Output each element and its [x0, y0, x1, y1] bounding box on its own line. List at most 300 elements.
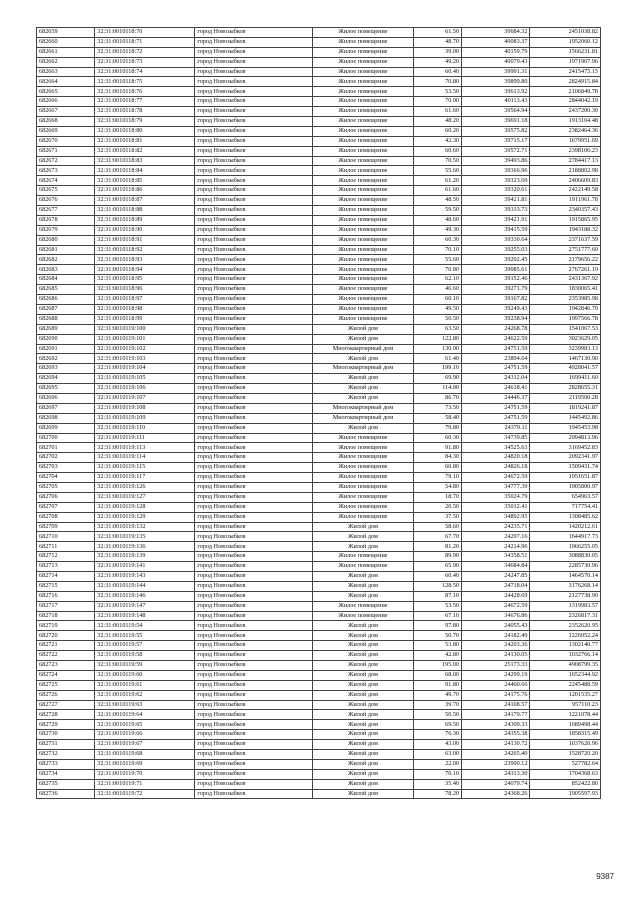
table-row	[37, 552, 601, 562]
table-row	[37, 532, 601, 542]
area-cell: 60.30	[414, 433, 462, 443]
row-number-cell: 682728	[37, 710, 95, 720]
object-type-cell: Жилой дом	[312, 750, 413, 760]
specific-value-cell: 24299.19	[462, 670, 530, 680]
specific-value-cell: 39899.80	[462, 77, 530, 87]
cadastral-number-cell: 32:31:0010119:127	[95, 492, 195, 502]
area-cell: 48.20	[414, 117, 462, 127]
object-type-cell: Жилой дом	[312, 779, 413, 789]
locality-cell: город Новозыбков	[195, 176, 313, 186]
cadastral-value-cell: 2353985.98	[530, 295, 601, 305]
area-cell: 70.90	[414, 97, 462, 107]
area-cell: 39.00	[414, 47, 462, 57]
area-cell: 70.80	[414, 77, 462, 87]
locality-cell: город Новозыбков	[195, 97, 313, 107]
table-row	[37, 710, 601, 720]
object-type-cell: Жилое помещение	[312, 97, 413, 107]
locality-cell: город Новозыбков	[195, 403, 313, 413]
area-cell: 122.80	[414, 334, 462, 344]
area-cell: 60.80	[414, 463, 462, 473]
locality-cell: город Новозыбков	[195, 542, 313, 552]
specific-value-cell: 39715.17	[462, 136, 530, 146]
locality-cell: город Новозыбков	[195, 581, 313, 591]
row-number-cell: 682667	[37, 107, 95, 117]
area-cell: 42.80	[414, 651, 462, 661]
cadastral-value-cell: 1945453.98	[530, 423, 601, 433]
row-number-cell: 682682	[37, 255, 95, 265]
cadastral-value-cell: 2352620.95	[530, 621, 601, 631]
cadastral-number-cell: 32:31:0010119:106	[95, 384, 195, 394]
area-cell: 50.70	[414, 631, 462, 641]
row-number-cell: 682681	[37, 245, 95, 255]
row-number-cell: 682731	[37, 740, 95, 750]
table-row	[37, 769, 601, 779]
specific-value-cell: 24297.16	[462, 532, 530, 542]
specific-value-cell: 23894.64	[462, 354, 530, 364]
cadastral-value-cell: 1915865.95	[530, 215, 601, 225]
object-type-cell: Жилой дом	[312, 542, 413, 552]
cadastral-value-cell: 2844042.19	[530, 97, 601, 107]
specific-value-cell: 34777.39	[462, 482, 530, 492]
object-type-cell: Жилой дом	[312, 532, 413, 542]
table-row	[37, 621, 601, 631]
locality-cell: город Новозыбков	[195, 225, 313, 235]
table-row	[37, 374, 601, 384]
area-cell: 20.50	[414, 502, 462, 512]
cadastral-value-cell: 1652344.92	[530, 670, 601, 680]
locality-cell: город Новозыбков	[195, 126, 313, 136]
row-number-cell: 682694	[37, 374, 95, 384]
cadastral-number-cell: 32:31:0010118:78	[95, 107, 195, 117]
table-row	[37, 542, 601, 552]
row-number-cell: 682670	[37, 136, 95, 146]
cadastral-value-cell: 3239983.13	[530, 344, 601, 354]
row-number-cell: 682660	[37, 37, 95, 47]
table-row	[37, 413, 601, 423]
row-number-cell: 682705	[37, 482, 95, 492]
row-number-cell: 682707	[37, 502, 95, 512]
object-type-cell: Жилое помещение	[312, 57, 413, 67]
locality-cell: город Новозыбков	[195, 680, 313, 690]
cadastral-number-cell: 32:31:0010119:132	[95, 522, 195, 532]
cadastral-value-cell: 1951651.87	[530, 473, 601, 483]
cadastral-value-cell: 1509431.74	[530, 463, 601, 473]
object-type-cell: Жилое помещение	[312, 146, 413, 156]
locality-cell: город Новозыбков	[195, 57, 313, 67]
object-type-cell: Жилой дом	[312, 393, 413, 403]
specific-value-cell: 24079.74	[462, 779, 530, 789]
object-type-cell: Жилой дом	[312, 384, 413, 394]
cadastral-value-cell: 2092341.97	[530, 453, 601, 463]
table-row	[37, 225, 601, 235]
cadastral-number-cell: 32:31:0010119:147	[95, 601, 195, 611]
area-cell: 63.50	[414, 324, 462, 334]
specific-value-cell: 39271.79	[462, 285, 530, 295]
row-number-cell: 682732	[37, 750, 95, 760]
area-cell: 50.50	[414, 710, 462, 720]
table-body	[37, 28, 601, 799]
area-cell: 61.60	[414, 186, 462, 196]
table-row	[37, 97, 601, 107]
cadastral-value-cell: 2326817.31	[530, 611, 601, 621]
locality-cell: город Новозыбков	[195, 611, 313, 621]
specific-value-cell: 24214.96	[462, 542, 530, 552]
table-row	[37, 324, 601, 334]
cadastral-number-cell: 32:31:0010119:63	[95, 700, 195, 710]
cadastral-value-cell: 3088830.05	[530, 552, 601, 562]
row-number-cell: 682691	[37, 344, 95, 354]
table-row	[37, 166, 601, 176]
cadastral-value-cell: 1913104.48	[530, 117, 601, 127]
locality-cell: город Новозыбков	[195, 591, 313, 601]
table-row	[37, 562, 601, 572]
specific-value-cell: 40083.37	[462, 37, 530, 47]
table-row	[37, 759, 601, 769]
row-number-cell: 682674	[37, 176, 95, 186]
row-number-cell: 682697	[37, 403, 95, 413]
object-type-cell: Жилое помещение	[312, 87, 413, 97]
cadastral-number-cell: 32:31:0010118:98	[95, 304, 195, 314]
area-cell: 48.70	[414, 37, 462, 47]
cadastral-value-cell: 1541067.53	[530, 324, 601, 334]
cadastral-value-cell: 3176268.14	[530, 581, 601, 591]
table-row	[37, 611, 601, 621]
specific-value-cell: 34892.95	[462, 512, 530, 522]
cadastral-value-cell: 1445492.86	[530, 413, 601, 423]
cadastral-number-cell: 32:31:0010119:102	[95, 344, 195, 354]
specific-value-cell: 24355.38	[462, 730, 530, 740]
cadastral-value-cell: 2127738.90	[530, 591, 601, 601]
row-number-cell: 682722	[37, 651, 95, 661]
object-type-cell: Жилое помещение	[312, 176, 413, 186]
row-number-cell: 682677	[37, 206, 95, 216]
cadastral-number-cell: 32:31:0010118:77	[95, 97, 195, 107]
cadastral-value-cell: 2245488.59	[530, 680, 601, 690]
object-type-cell: Жилой дом	[312, 720, 413, 730]
cadastral-value-cell: 852422.80	[530, 779, 601, 789]
row-number-cell: 682720	[37, 631, 95, 641]
table-row	[37, 571, 601, 581]
object-type-cell: Жилой дом	[312, 522, 413, 532]
table-row	[37, 384, 601, 394]
object-type-cell: Жилое помещение	[312, 463, 413, 473]
area-cell: 58.60	[414, 522, 462, 532]
object-type-cell: Жилое помещение	[312, 433, 413, 443]
area-cell: 35.40	[414, 779, 462, 789]
cadastral-number-cell: 32:31:0010118:76	[95, 87, 195, 97]
cadastral-value-cell: 1467130.90	[530, 354, 601, 364]
cadastral-value-cell: 1221078.44	[530, 710, 601, 720]
locality-cell: город Новозыбков	[195, 47, 313, 57]
object-type-cell: Жилой дом	[312, 324, 413, 334]
locality-cell: город Новозыбков	[195, 334, 313, 344]
area-cell: 195.00	[414, 661, 462, 671]
specific-value-cell: 24265.40	[462, 750, 530, 760]
table-row	[37, 591, 601, 601]
area-cell: 70.80	[414, 265, 462, 275]
table-row	[37, 423, 601, 433]
table-row	[37, 265, 601, 275]
cadastral-number-cell: 32:31:0010119:70	[95, 769, 195, 779]
specific-value-cell: 24203.36	[462, 641, 530, 651]
specific-value-cell: 39575.82	[462, 126, 530, 136]
locality-cell: город Новозыбков	[195, 730, 313, 740]
cadastral-number-cell: 32:31:0010118:90	[95, 225, 195, 235]
object-type-cell: Жилое помещение	[312, 196, 413, 206]
table-row	[37, 117, 601, 127]
area-cell: 86.70	[414, 393, 462, 403]
object-type-cell: Жилой дом	[312, 374, 413, 384]
cadastral-number-cell: 32:31:0010119:135	[95, 532, 195, 542]
row-number-cell: 682673	[37, 166, 95, 176]
specific-value-cell: 35024.79	[462, 492, 530, 502]
specific-value-cell: 24108.57	[462, 700, 530, 710]
cadastral-value-cell: 2751777.60	[530, 245, 601, 255]
locality-cell: город Новозыбков	[195, 443, 313, 453]
locality-cell: город Новозыбков	[195, 601, 313, 611]
area-cell: 60.60	[414, 146, 462, 156]
table-row	[37, 47, 601, 57]
cadastral-number-cell: 32:31:0010119:126	[95, 482, 195, 492]
locality-cell: город Новозыбков	[195, 552, 313, 562]
cadastral-value-cell: 2451038.82	[530, 28, 601, 38]
cadastral-number-cell: 32:31:0010119:101	[95, 334, 195, 344]
area-cell: 61.60	[414, 107, 462, 117]
specific-value-cell: 24379.11	[462, 423, 530, 433]
object-type-cell: Жилой дом	[312, 591, 413, 601]
specific-value-cell: 24672.59	[462, 601, 530, 611]
specific-value-cell: 39564.94	[462, 107, 530, 117]
object-type-cell: Жилое помещение	[312, 492, 413, 502]
table-row	[37, 789, 601, 799]
row-number-cell: 682671	[37, 146, 95, 156]
area-cell: 78.20	[414, 789, 462, 799]
table-row	[37, 482, 601, 492]
specific-value-cell: 24820.18	[462, 453, 530, 463]
table-row	[37, 393, 601, 403]
row-number-cell: 682717	[37, 601, 95, 611]
object-type-cell: Жилой дом	[312, 571, 413, 581]
object-type-cell: Жилое помещение	[312, 255, 413, 265]
locality-cell: город Новозыбков	[195, 710, 313, 720]
table-row	[37, 443, 601, 453]
table-row	[37, 492, 601, 502]
cadastral-number-cell: 32:31:0010118:75	[95, 77, 195, 87]
object-type-cell: Жилой дом	[312, 680, 413, 690]
cadastral-number-cell: 32:31:0010119:146	[95, 591, 195, 601]
locality-cell: город Новозыбков	[195, 522, 313, 532]
area-cell: 43.00	[414, 740, 462, 750]
object-type-cell: Жилое помещение	[312, 295, 413, 305]
object-type-cell: Жилое помещение	[312, 136, 413, 146]
locality-cell: город Новозыбков	[195, 77, 313, 87]
area-cell: 53.50	[414, 87, 462, 97]
table-row	[37, 641, 601, 651]
cadastral-value-cell: 2767261.19	[530, 265, 601, 275]
row-number-cell: 682734	[37, 769, 95, 779]
table-row	[37, 255, 601, 265]
specific-value-cell: 24460.66	[462, 680, 530, 690]
table-row	[37, 512, 601, 522]
cadastral-number-cell: 32:31:0010119:107	[95, 393, 195, 403]
locality-cell: город Новозыбков	[195, 641, 313, 651]
specific-value-cell: 39202.45	[462, 255, 530, 265]
table-row	[37, 314, 601, 324]
cadastral-number-cell: 32:31:0010119:111	[95, 433, 195, 443]
area-cell: 84.30	[414, 453, 462, 463]
row-number-cell: 682736	[37, 789, 95, 799]
area-cell: 49.70	[414, 690, 462, 700]
cadastral-value-cell: 2340357.43	[530, 206, 601, 216]
specific-value-cell: 39330.64	[462, 235, 530, 245]
object-type-cell: Жилое помещение	[312, 47, 413, 57]
specific-value-cell: 39991.31	[462, 67, 530, 77]
area-cell: 61.20	[414, 176, 462, 186]
specific-value-cell: 24751.59	[462, 413, 530, 423]
table-row	[37, 126, 601, 136]
row-number-cell: 682693	[37, 364, 95, 374]
table-row	[37, 463, 601, 473]
specific-value-cell: 24312.04	[462, 374, 530, 384]
specific-value-cell: 34358.51	[462, 552, 530, 562]
locality-cell: город Новозыбков	[195, 156, 313, 166]
specific-value-cell: 39255.03	[462, 245, 530, 255]
cadastral-value-cell: 1201535.27	[530, 690, 601, 700]
cadastral-value-cell: 1997566.78	[530, 314, 601, 324]
object-type-cell: Жилое помещение	[312, 473, 413, 483]
cadastral-value-cell: 1032766.14	[530, 651, 601, 661]
locality-cell: город Новозыбков	[195, 621, 313, 631]
object-type-cell: Жилое помещение	[312, 275, 413, 285]
row-number-cell: 682700	[37, 433, 95, 443]
locality-cell: город Новозыбков	[195, 344, 313, 354]
specific-value-cell: 39493.86	[462, 156, 530, 166]
cadastral-number-cell: 32:31:0010118:97	[95, 295, 195, 305]
cadastral-number-cell: 32:31:0010119:69	[95, 759, 195, 769]
locality-cell: город Новозыбков	[195, 482, 313, 492]
area-cell: 59.50	[414, 206, 462, 216]
cadastral-value-cell: 2119500.28	[530, 393, 601, 403]
specific-value-cell: 35012.41	[462, 502, 530, 512]
cadastral-value-cell: 1679951.69	[530, 136, 601, 146]
locality-cell: город Новозыбков	[195, 146, 313, 156]
area-cell: 49.30	[414, 225, 462, 235]
table-row	[37, 779, 601, 789]
specific-value-cell: 24718.04	[462, 581, 530, 591]
area-cell: 130.90	[414, 344, 462, 354]
area-cell: 61.40	[414, 354, 462, 364]
object-type-cell: Жилой дом	[312, 769, 413, 779]
locality-cell: город Новозыбков	[195, 779, 313, 789]
area-cell: 37.50	[414, 512, 462, 522]
row-number-cell: 682690	[37, 334, 95, 344]
cadastral-value-cell: 527782.64	[530, 759, 601, 769]
object-type-cell: Жилое помещение	[312, 37, 413, 47]
area-cell: 70.10	[414, 245, 462, 255]
cadastral-number-cell: 32:31:0010118:89	[95, 215, 195, 225]
table-row	[37, 651, 601, 661]
object-type-cell: Жилое помещение	[312, 245, 413, 255]
row-number-cell: 682712	[37, 552, 95, 562]
area-cell: 79.80	[414, 423, 462, 433]
cadastral-value-cell: 2415475.15	[530, 67, 601, 77]
locality-cell: город Новозыбков	[195, 423, 313, 433]
row-number-cell: 682692	[37, 354, 95, 364]
cadastral-number-cell: 32:31:0010119:64	[95, 710, 195, 720]
object-type-cell: Жилое помещение	[312, 235, 413, 245]
object-type-cell: Жилое помещение	[312, 28, 413, 38]
cadastral-number-cell: 32:31:0010118:80	[95, 126, 195, 136]
cadastral-number-cell: 32:31:0010119:143	[95, 571, 195, 581]
row-number-cell: 682721	[37, 641, 95, 651]
cadastral-value-cell: 4908799.35	[530, 661, 601, 671]
object-type-cell: Жилое помещение	[312, 562, 413, 572]
area-cell: 199.10	[414, 364, 462, 374]
area-cell: 55.60	[414, 255, 462, 265]
area-cell: 60.30	[414, 235, 462, 245]
cadastral-number-cell: 32:31:0010118:87	[95, 196, 195, 206]
area-cell: 67.70	[414, 532, 462, 542]
locality-cell: город Новозыбков	[195, 28, 313, 38]
specific-value-cell: 24055.43	[462, 621, 530, 631]
specific-value-cell: 24751.59	[462, 344, 530, 354]
row-number-cell: 682659	[37, 28, 95, 38]
object-type-cell: Жилой дом	[312, 710, 413, 720]
specific-value-cell: 24751.59	[462, 403, 530, 413]
row-number-cell: 682708	[37, 512, 95, 522]
locality-cell: город Новозыбков	[195, 651, 313, 661]
table-row	[37, 690, 601, 700]
cadastral-value-cell: 1420212.61	[530, 522, 601, 532]
object-type-cell: Жилое помещение	[312, 156, 413, 166]
object-type-cell: Жилой дом	[312, 789, 413, 799]
row-number-cell: 682661	[37, 47, 95, 57]
cadastral-value-cell: 1464570.14	[530, 571, 601, 581]
object-type-cell: Жилой дом	[312, 661, 413, 671]
object-type-cell: Жилое помещение	[312, 77, 413, 87]
object-type-cell: Жилое помещение	[312, 512, 413, 522]
specific-value-cell: 24618.41	[462, 384, 530, 394]
object-type-cell: Жилой дом	[312, 690, 413, 700]
row-number-cell: 682675	[37, 186, 95, 196]
cadastral-number-cell: 32:31:0010119:59	[95, 661, 195, 671]
cadastral-value-cell: 2406609.83	[530, 176, 601, 186]
cadastral-number-cell: 32:31:0010118:70	[95, 28, 195, 38]
row-number-cell: 682730	[37, 730, 95, 740]
cadastral-number-cell: 32:31:0010119:148	[95, 611, 195, 621]
row-number-cell: 682664	[37, 77, 95, 87]
area-cell: 18.70	[414, 492, 462, 502]
specific-value-cell: 24130.72	[462, 740, 530, 750]
area-cell: 46.60	[414, 285, 462, 295]
table-row	[37, 730, 601, 740]
locality-cell: город Новозыбков	[195, 631, 313, 641]
area-cell: 69.90	[414, 374, 462, 384]
area-cell: 61.50	[414, 28, 462, 38]
specific-value-cell: 40079.43	[462, 57, 530, 67]
area-cell: 55.60	[414, 166, 462, 176]
cadastral-number-cell: 32:31:0010118:82	[95, 146, 195, 156]
cadastral-number-cell: 32:31:0010119:129	[95, 512, 195, 522]
locality-cell: город Новозыбков	[195, 740, 313, 750]
cadastral-number-cell: 32:31:0010119:57	[95, 641, 195, 651]
locality-cell: город Новозыбков	[195, 235, 313, 245]
specific-value-cell: 39366.96	[462, 166, 530, 176]
object-type-cell: Жилое помещение	[312, 285, 413, 295]
locality-cell: город Новозыбков	[195, 690, 313, 700]
row-number-cell: 682695	[37, 384, 95, 394]
cadastral-number-cell: 32:31:0010119:139	[95, 552, 195, 562]
